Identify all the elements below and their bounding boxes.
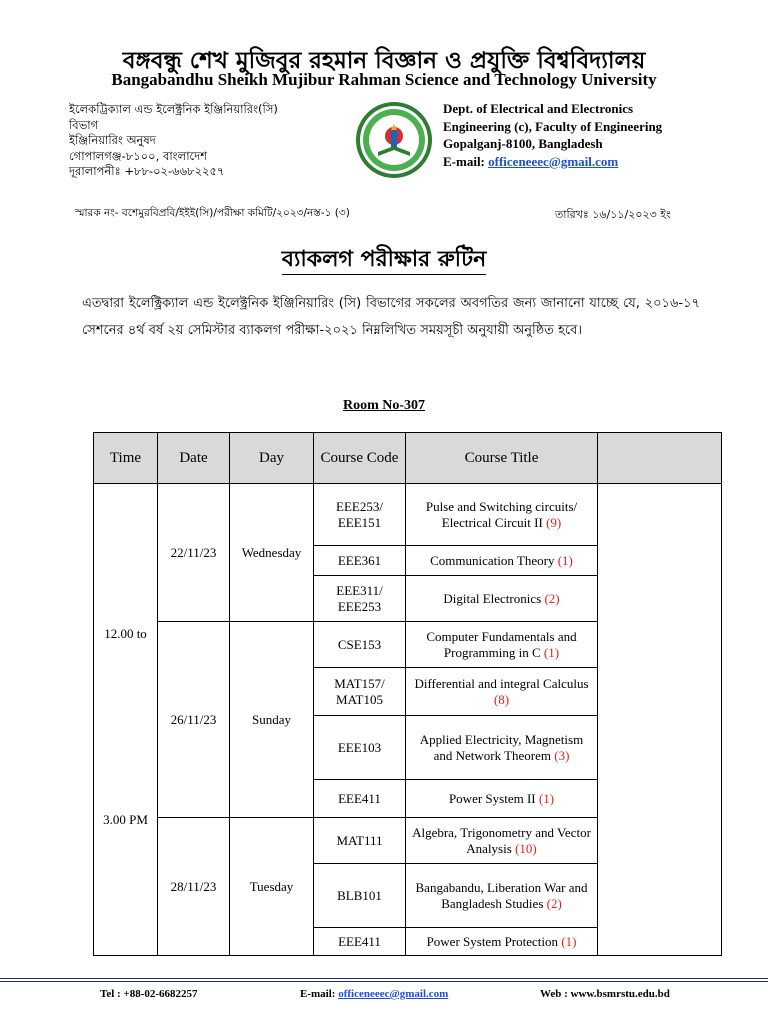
course-code-cell: EEE103 xyxy=(314,716,406,780)
course-title-cell: Computer Fundamentals and Programming in C (1) xyxy=(406,622,598,668)
notice-title-text: ব্যাকলগ পরীক্ষার রুটিন xyxy=(282,247,486,275)
address-line: বিভাগ xyxy=(69,117,99,132)
university-logo-icon xyxy=(354,100,434,180)
student-count: (1) xyxy=(543,644,560,660)
memo-reference: স্মারক নং- বশেমুরবিপ্রবি/ইইই(সি)/পরীক্ষা কমিটি/২০২৩/নস্ত-১ (৩) xyxy=(75,207,350,219)
table-row xyxy=(94,484,722,546)
course-code-cell: EEE361 xyxy=(314,546,406,576)
student-count: (1) xyxy=(557,552,573,568)
course-title-cell: Pulse and Switching circuits/ Electrical Circuit II (9) xyxy=(406,484,598,546)
student-count: (1) xyxy=(538,790,555,806)
course-title-cell: Digital Electronics (2) xyxy=(406,576,598,622)
university-name-bangla: বঙ্গবন্ধু শেখ মুজিবুর রহমান বিজ্ঞান ও প্রযুক্তি বিশ্ববিদ্যালয় xyxy=(122,48,646,74)
address-line: Engineering (c), Faculty of Engineering xyxy=(443,118,663,134)
university-name-english: Bangabandhu Sheikh Mujibur Rahman Science and Technology University xyxy=(111,70,657,89)
footer-divider xyxy=(0,981,768,982)
header-day: Day xyxy=(230,433,314,484)
student-count: (2) xyxy=(546,895,562,911)
student-count: (10) xyxy=(515,840,537,856)
department-address-english xyxy=(443,100,763,170)
notice-title xyxy=(0,242,768,279)
address-line: গোপালগঞ্জ-৮১০০, বাংলাদেশ xyxy=(69,148,208,163)
header-date: Date xyxy=(158,433,230,484)
footer-email-link[interactable]: officeneeec@gmail.com xyxy=(338,988,449,1000)
course-code-cell: MAT157/ MAT105 xyxy=(314,668,406,716)
course-title-cell: Differential and integral Calculus (8) xyxy=(406,668,598,716)
day-cell: Wednesday xyxy=(230,484,314,622)
address-line: দূরালাপনীঃ +৮৮-০২-৬৬৮২২৫৭ xyxy=(69,164,225,178)
course-title-cell: Power System II (1) xyxy=(406,780,598,818)
day-cell: Tuesday xyxy=(230,818,314,956)
course-code-cell: EEE253/ EEE151 xyxy=(314,484,406,546)
footer-website[interactable]: Web : www.bsmrstu.edu.bd xyxy=(540,988,670,1000)
header-course-title: Course Title xyxy=(406,433,598,484)
header-blank xyxy=(598,433,722,484)
footer-divider xyxy=(0,978,768,979)
table-header-row xyxy=(94,433,722,484)
student-count: (1) xyxy=(561,933,577,949)
room-number-text: Room No-307 xyxy=(342,398,426,413)
address-line: Dept. of Electrical and Electronics xyxy=(443,101,634,116)
course-code-cell: EEE411 xyxy=(314,928,406,956)
address-line: ইঞ্জিনিয়ারিং অনুষদ xyxy=(69,133,156,147)
course-code-cell: EEE311/ EEE253 xyxy=(314,576,406,622)
course-title-cell: Applied Electricity, Magnetism and Network Theorem (3) xyxy=(406,716,598,780)
student-count: (9) xyxy=(546,514,562,530)
notice-body: এতদ্বারা ইলেক্ট্রিক্যাল এন্ড ইলেক্ট্রনিক ইঞ্জিনিয়ারিং (সি) বিভাগের সকলের অবগতির জন্য জানানো যাচ্ছে যে, ২০১৬-১৭ সেশনের ৪র্থ বর্ষ ২য় সেমিস্টার ব্যাকলগ পরীক্ষা-২০২১ নিম্নলিখিত সময়সূচী অনুযায়ী অনুষ্ঠিত হবে। xyxy=(82,296,700,338)
course-title-cell: Algebra, Trigonometry and Vector Analysis (10) xyxy=(406,818,598,864)
course-title-cell: Communication Theory (1) xyxy=(406,546,598,576)
date-cell: 22/11/23 xyxy=(158,484,230,622)
blank-cell xyxy=(598,484,722,956)
footer-email xyxy=(300,988,448,1000)
time-start: 12.00 to xyxy=(104,626,147,641)
department-address-bangla xyxy=(69,102,339,180)
course-code-cell: EEE411 xyxy=(314,780,406,818)
course-code-cell: BLB101 xyxy=(314,864,406,928)
footer-telephone: Tel : +88-02-6682257 xyxy=(100,988,198,1000)
exam-routine-table xyxy=(93,432,722,956)
address-line: Gopalganj-8100, Bangladesh xyxy=(443,136,603,151)
date-cell: 28/11/23 xyxy=(158,818,230,956)
student-count: (8) xyxy=(493,691,510,707)
day-cell: Sunday xyxy=(230,622,314,818)
course-code-cell: MAT111 xyxy=(314,818,406,864)
header-course-code: Course Code xyxy=(314,433,406,484)
time-end: 3.00 PM xyxy=(103,812,148,827)
date-cell: 26/11/23 xyxy=(158,622,230,818)
room-number xyxy=(0,398,768,414)
memo-date: তারিখঃ ১৬/১১/২০২৩ ইং xyxy=(555,208,671,221)
header-time: Time xyxy=(94,433,158,484)
email-link[interactable]: officeneeec@gmail.com xyxy=(488,153,619,169)
address-line: ইলেকট্রিক্যাল এন্ড ইলেক্ট্রনিক ইঞ্জিনিয়ারিং(সি) xyxy=(69,102,278,116)
course-code-cell: CSE153 xyxy=(314,622,406,668)
email-line xyxy=(443,153,763,171)
course-title-cell: Bangabandu, Liberation War and Bangladesh Studies (2) xyxy=(406,864,598,928)
time-cell xyxy=(94,484,158,956)
course-title-cell: Power System Protection (1) xyxy=(406,928,598,956)
student-count: (2) xyxy=(544,590,560,606)
student-count: (3) xyxy=(554,747,570,763)
email-label: E-mail: xyxy=(443,153,489,169)
footer-email-label: E-mail: xyxy=(300,988,339,1000)
